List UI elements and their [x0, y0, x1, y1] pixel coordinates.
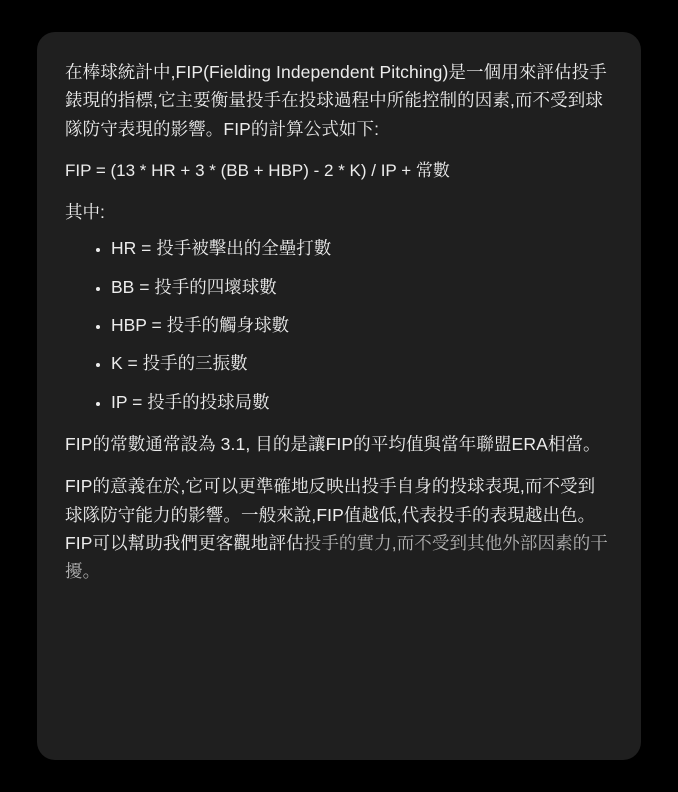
list-item: • HR = 投手被擊出的全壘打數	[111, 234, 611, 262]
terms-list	[65, 234, 611, 416]
constant-note-paragraph: FIP的常數通常設為 3.1, 目的是讓FIP的平均值與當年聯盟ERA相當。	[65, 433, 601, 454]
intro-paragraph: 在棒球統計中,FIP(Fielding Independent Pitching)是一個用來評估投手錶現的指標,它主要衡量投手在投球過程中所能控制的因素,而不受到球隊防守表現的影響。FIP的計算公式如下:	[65, 62, 607, 139]
list-item: • BB = 投手的四壞球數	[111, 273, 611, 301]
meaning-paragraph	[65, 472, 611, 585]
list-item: • HBP = 投手的觸身球數	[111, 311, 611, 339]
meaning-text: FIP的意義在於,它可以更準確地反映出投手自身的投球表現,而不受到球隊防守能力的影響。一般來說,FIP值越低,代表投手的表現越出色。FIP可以幫助我們更客觀地評估	[65, 476, 596, 553]
list-item: • K = 投手的三振數	[111, 349, 611, 377]
fip-formula: FIP = (13 * HR + 3 * (BB + HBP) - 2 * K) / IP + 常數	[65, 161, 450, 181]
where-label: 其中:	[65, 202, 105, 223]
answer-card	[37, 32, 641, 760]
list-item: • IP = 投手的投球局數	[111, 388, 611, 416]
meaning-tail-text: 投手的實力,而不受到其他外部因素的干擾。	[65, 532, 608, 582]
